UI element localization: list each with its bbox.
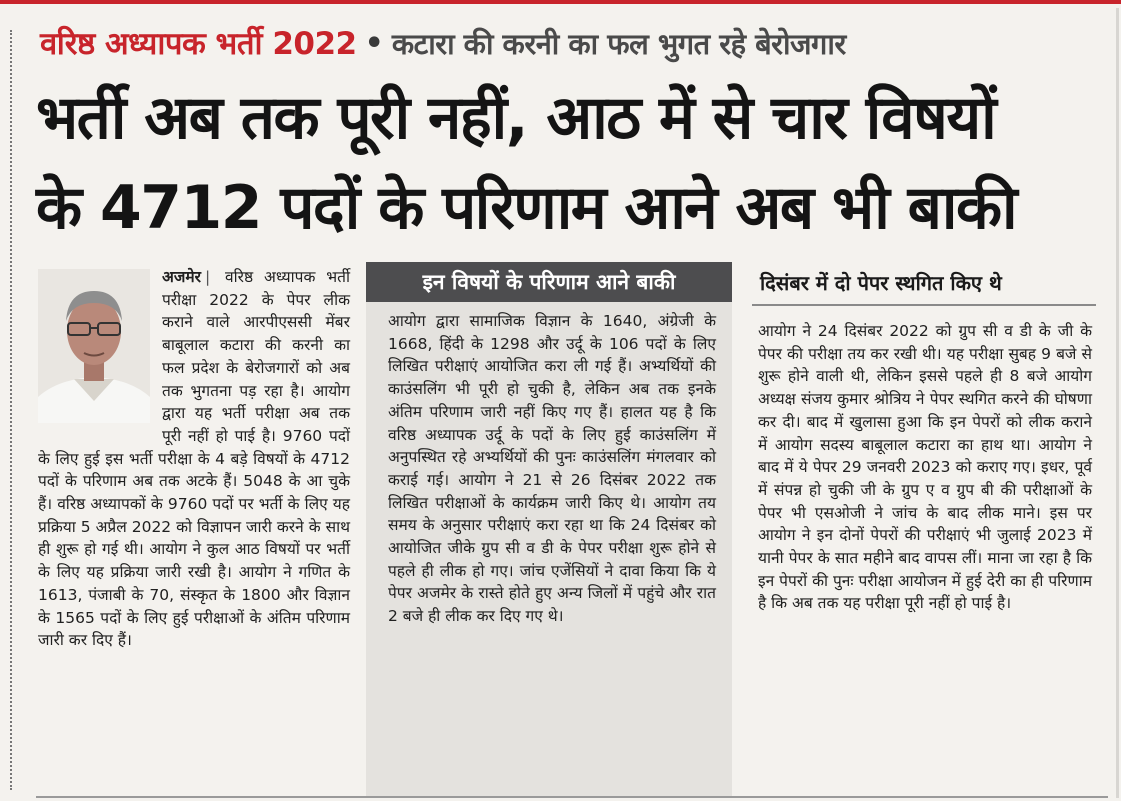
portrait-photo — [38, 269, 150, 423]
kicker-series: वरिष्ठ अध्यापक भर्ती 2022 — [40, 26, 357, 62]
kicker-bullet: • — [364, 25, 384, 61]
article-column-1 — [38, 266, 350, 652]
column-3-heading: दिसंबर में दो पेपर स्थगित किए थे — [752, 262, 1096, 306]
kicker-line — [40, 20, 846, 66]
right-page-edge — [1116, 8, 1119, 798]
headline-line-1: भर्ती अब तक पूरी नहीं, आठ में से चार विषयों — [36, 83, 996, 153]
box-text: आयोग द्वारा सामाजिक विज्ञान के 1640, अंग्रेजी के 1668, हिंदी के 1298 और उर्दू के 106 पदों के लिए लिखित परीक्षाएं आयोजित करा ली गई हैं। अभ्यर्थियों की काउंसलिंग भी पूरी हो चुकी है, लेकिन अब तक इनके अंतिम परिणाम जारी नहीं किए गए हैं। हालत यह है कि वरिष्ठ अध्यापक उर्दू के पदों के लिए हुई काउंसलिंग में अनुपस्थित रहे अभ्यर्थियों की पुनः काउंसलिंग मंगलवार को कराई गई। आयोग ने 21 से 26 दिसंबर 2022 तक लिखित परीक्षाओं के कार्यक्रम जारी किए थे। आयोग तय समय के अनुसार परीक्षाएं करा रहा था कि 24 दिसंबर को आयोजित जीके ग्रुप सी व डी के पेपर परीक्षा शुरू होने से पहले ही लीक हो गए। जांच एजेंसियों ने दावा किया कि ये पेपर अजमेर के रास्ते होते हुए अन्य जिलों में पहुंचे और रात 2 बजे ही लीक कर दिए गए थे। — [388, 312, 716, 626]
box-heading: इन विषयों के परिणाम आने बाकी — [366, 262, 732, 302]
headline-line-2: के 4712 पदों के परिणाम आने अब भी बाकी — [36, 173, 1017, 243]
bottom-rule — [36, 796, 1108, 798]
column-1-text: वरिष्ठ अध्यापक भर्ती परीक्षा 2022 के पेपर लीक कराने वाले आरपीएससी मेंबर बाबूलाल कटारा की करनी का फल प्रदेश के बेरोजगारों को अब तक भुगतना पड़ रहा है। आयोग द्वारा यह भर्ती परीक्षा अब तक पूरी नहीं हो पाई है। 9760 पदों के लिए हुई इस भर्ती परीक्षा के 4 बड़े विषयों के 4712 पदों के परिणाम अब तक अटके हैं। 5048 के आ चुके हैं। वरिष्ठ अध्यापकों के 9760 पदों पर भर्ती के लिए यह प्रक्रिया 5 अप्रैल 2022 को विज्ञापन जारी करने के साथ ही शुरू हो गई थी। आयोग ने कुल आठ विषयों पर भर्ती के लिए यह प्रक्रिया जारी रखी है। आयोग ने गणित के 1613, पंजाबी के 70, संस्कृत के 1800 और विज्ञान के 1565 पदों के लिए हुई परीक्षाओं के अंतिम परिणाम जारी कर दिए हैं। — [38, 268, 350, 650]
column-3-text: आयोग ने 24 दिसंबर 2022 को ग्रुप सी व डी के जी के पेपर की परीक्षा तय कर रखी थी। यह परीक्षा सुबह 9 बजे से शुरू होने वाली थी, लेकिन इससे पहले ही 8 बजे आयोग अध्यक्ष संजय कुमार श्रोत्रिय ने पेपर स्थगित करने की घोषणा कर दी। बाद में खुलासा हुआ कि इन पेपरों को लीक कराने में आयोग सदस्य बाबूलाल कटारा का हाथ था। आयोग ने बाद में ये पेपर 29 जनवरी 2023 को कराए गए। इधर, पूर्व में संपन्न हो चुकी जी के ग्रुप ए व ग्रुप बी की परीक्षाओं के पेपर भी एसओजी ने जांच के बाद लीक माने। इस पर आयोग ने इन दोनों पेपरों की परीक्षाएं भी जुलाई 2023 में यानी पेपर के सात महीने बाद वापस लीं। माना जा रहा है कि इन पेपरों की पुनः परीक्षा आयोजन में हुई देरी का ही परिणाम है कि अब तक यह परीक्षा पूरी नहीं हो पाई है। — [758, 322, 1092, 613]
kicker-subline: कटारा की करनी का फल भुगत रहे बेरोजगार — [391, 26, 846, 61]
article-column-3 — [752, 262, 1096, 615]
person-portrait-icon — [38, 269, 150, 423]
top-red-rule — [0, 0, 1121, 4]
dateline-separator: | — [204, 268, 211, 286]
left-dotted-border — [10, 30, 12, 790]
column-1-body — [38, 266, 350, 652]
sidebar-box-pending-results — [366, 262, 732, 798]
dateline: अजमेर — [162, 268, 201, 286]
